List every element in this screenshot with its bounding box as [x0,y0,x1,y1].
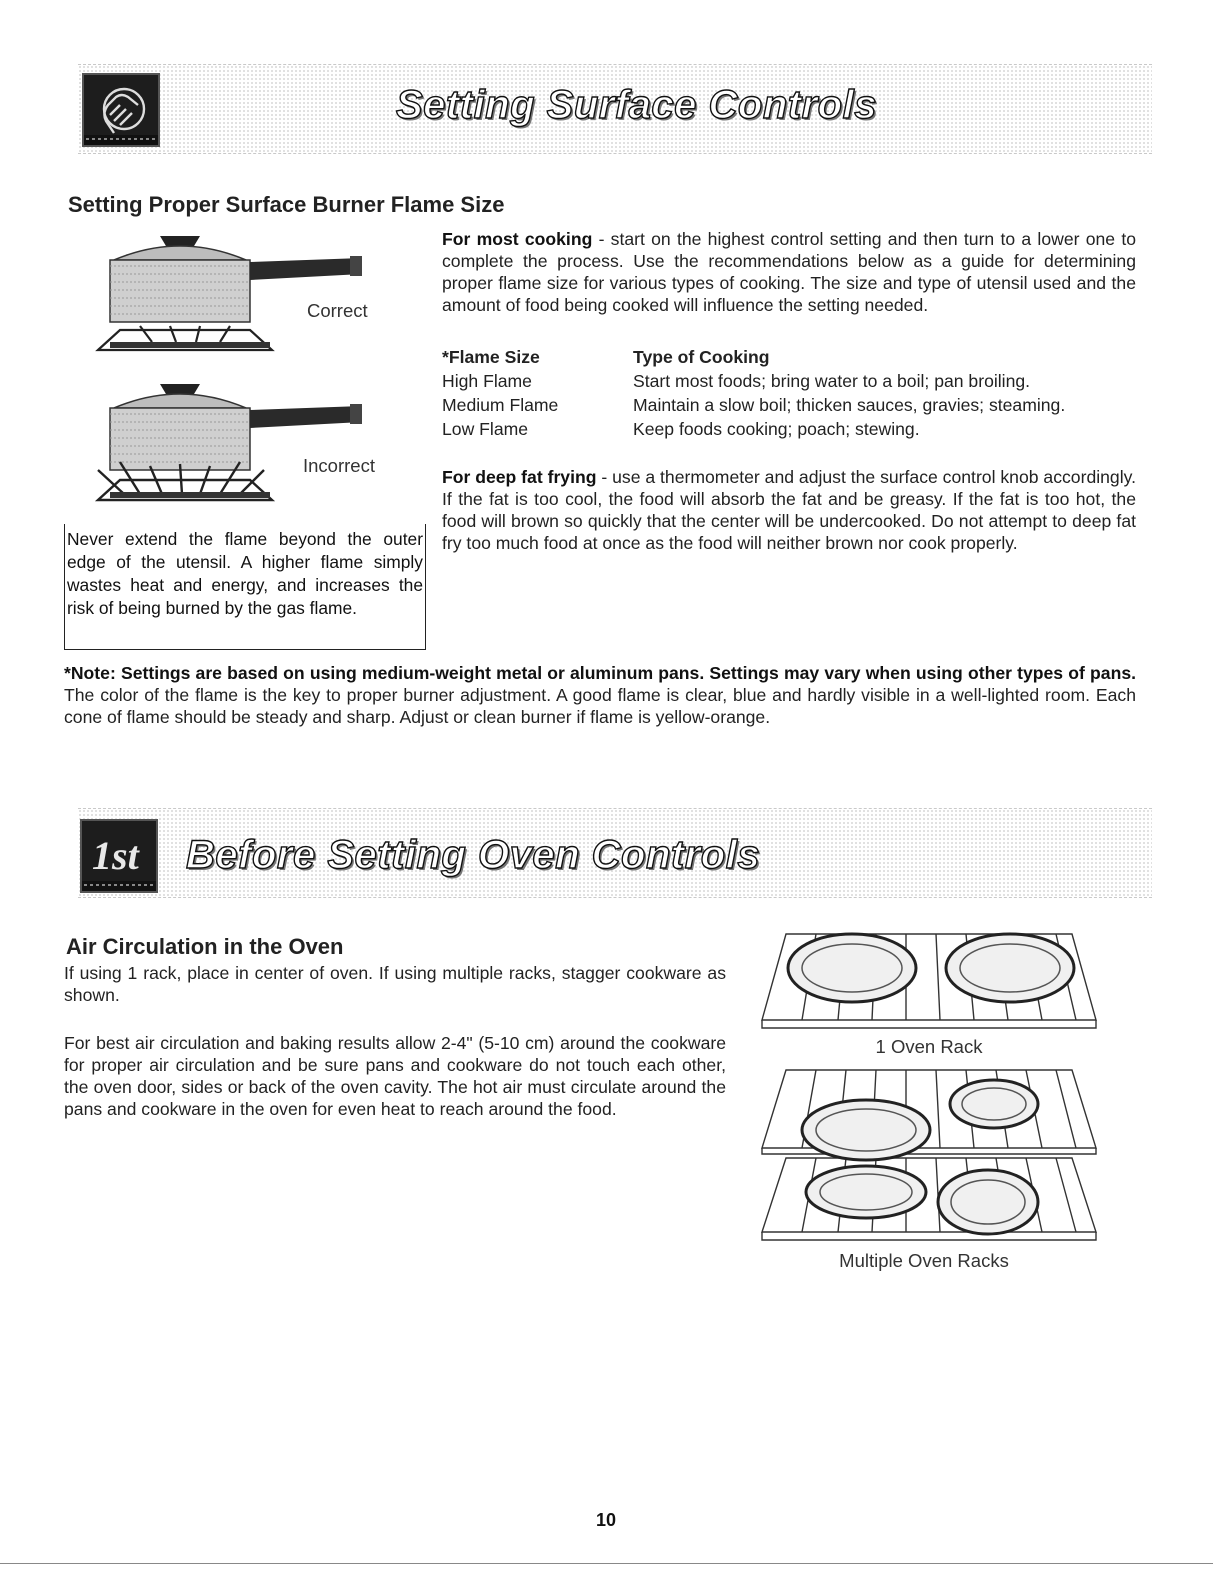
table-header-cell: Type of Cooking [633,347,770,367]
rack-paragraph-2: For best air circulation and baking results allow 2-4" (5-10 cm) around the cookware for proper air circulation and be sure pans and cookware do not touch each other, the oven door, sides or back of the oven cavity. The hot air must circulate around the pans and cookware in the oven for even heat to reach around the food. [64,1033,726,1119]
section-heading: Air Circulation in the Oven [66,934,344,959]
section-banner-oven [78,808,1152,898]
first-step-icon-text: 1st [92,833,139,878]
most-cooking-lead: For most cooking [442,229,593,249]
table-cell: Medium Flame [442,395,559,415]
most-cooking-text: - start on the highest control setting and then turn to a lower one to complete the process. Use the recommendations below as a guide for determining proper flame size for various types of cooking. The size and type of utensil used and the amount of food being cooked will influence the setting needed. [442,229,1136,315]
correct-flame-illustration [80,230,380,360]
section-banner-surface [78,64,1152,154]
table-cell: Start most foods; bring water to a boil; pan broiling. [633,371,1031,391]
most-cooking-paragraph [442,228,1136,316]
correct-label: Correct [307,300,368,321]
page-number: 10 [595,1510,617,1530]
table-cell: Maintain a slow boil; thicken sauces, gravies; steaming. [633,395,1066,415]
section-heading: Setting Proper Surface Burner Flame Size [68,192,505,217]
page-bottom-rule [0,1563,1213,1564]
table-cell: High Flame [442,371,532,391]
table-cell: Keep foods cooking; poach; stewing. [633,419,920,439]
note-bold: *Note: Settings are based on using medium-weight metal or aluminum pans. Settings may vary when using other types of pans. [64,663,1136,683]
single-rack-caption: 1 Oven Rack [875,1036,983,1057]
table-cell: Low Flame [442,419,529,439]
flame-size-table [442,345,1065,441]
table-header-cell: *Flame Size [442,347,540,367]
table-row [442,369,1065,393]
deep-fat-lead: For deep fat frying [442,467,597,487]
table-row [442,393,1065,417]
table-row [442,417,1065,441]
incorrect-label: Incorrect [303,455,375,476]
note-paragraph [64,662,1136,728]
first-step-icon [80,819,158,893]
deep-fat-text: - use a thermometer and adjust the surface control knob accordingly. If the fat is too cool, the food will absorb the fat and be greasy. If the fat is too hot, the food will brown so quickly that the center will be undercooked. Do not attempt to deep fat fry too much food at once as the food will neither brown nor cook properly. [442,467,1137,553]
banner-title: Before Setting Oven Controls [186,833,761,877]
banner-title: Setting Surface Controls [396,83,877,127]
single-rack-illustration [756,928,1102,1032]
flame-warning-box: Never extend the flame beyond the outer edge of the utensil. A higher flame simply wastes heat and energy, and increases the risk of being burned by the gas flame. [64,524,426,650]
multiple-racks-caption: Multiple Oven Racks [839,1250,1009,1271]
note-text: The color of the flame is the key to proper burner adjustment. A good flame is clear, blue and hardly visible in a well-lighted room. Each cone of flame should be steady and sharp. Adjust or clean burner if flame is yellow-orange. [64,685,1136,727]
rack-paragraph-1: If using 1 rack, place in center of oven. If using multiple racks, stagger cookware as shown. [64,963,726,1005]
incorrect-flame-illustration [80,378,380,510]
deep-fat-paragraph [442,466,1136,554]
hand-knob-icon [82,73,160,147]
multiple-racks-illustration [756,1064,1102,1244]
table-header-row [442,345,1065,369]
